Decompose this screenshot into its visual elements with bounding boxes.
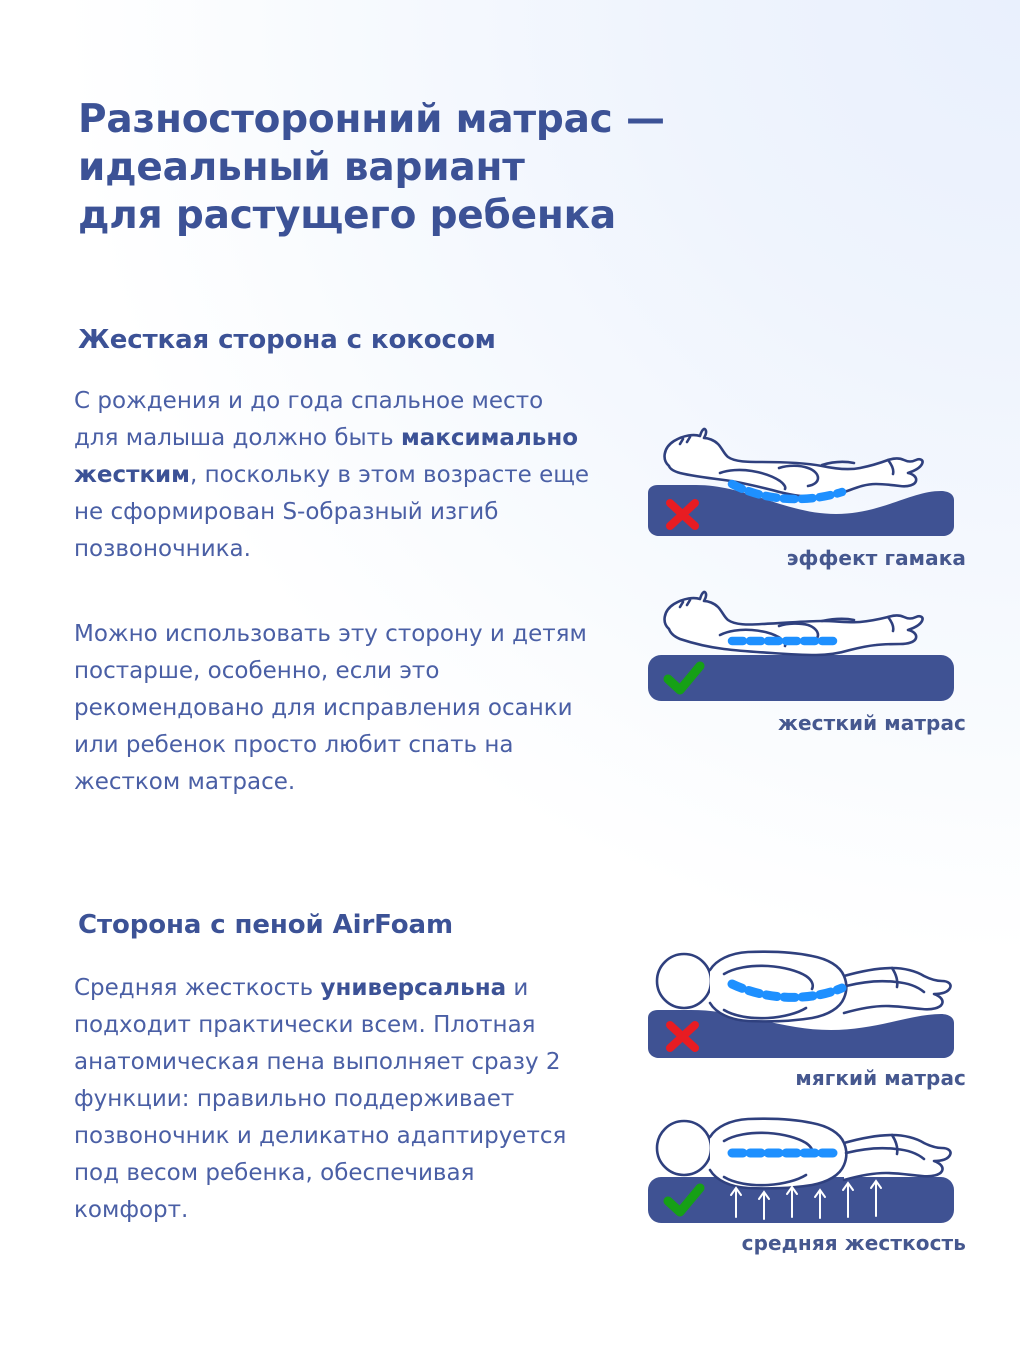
illustration-firm-svg [636,583,966,713]
illustration-hammock-effect [636,418,966,586]
paragraph-text-part-2: и подходит практически всем. Плотная анатомическая пена выполняет сразу 2 функции: правильно поддерживает позвоночник и деликатно адаптируется под весом ребенка, обеспечивая комфорт. [74,975,567,1223]
page-title-line-3: для растущего ребенка [78,193,616,239]
infant-figure-outline [665,592,923,655]
illustration-caption: эффект гамака [786,546,966,570]
illustration-caption: жесткий матрас [778,711,966,735]
paragraph-emphasis: универсальна [320,975,507,1001]
page-title [78,96,778,240]
illustration-hammock-svg [636,418,966,548]
paragraph-coconut-1 [74,383,594,568]
illustration-caption: средняя жесткость [741,1231,966,1255]
paragraph-airfoam-1 [74,970,594,1229]
paragraph-text-part-1: С рождения и до года спальное место для малыша должно быть [74,388,544,451]
section-heading-coconut: Жесткая сторона с кокосом [78,324,496,355]
illustration-soft-mattress [636,938,966,1106]
illustration-caption: мягкий матрас [795,1066,966,1090]
illustration-medium-svg [636,1103,966,1233]
illustration-soft-svg [636,938,966,1068]
page-title-line-1: Разносторонний матрас — [78,97,665,143]
illustration-firm-mattress [636,583,966,751]
paragraph-text-part-1: Средняя жесткость [74,975,321,1001]
paragraph-text-part-2: , поскольку в этом возрасте еще не сформирован S-образный изгиб позвоночника. [74,462,590,562]
section-heading-airfoam: Сторона с пеной AirFoam [78,909,453,940]
paragraph-text-part-1: Можно использовать эту сторону и детям постарше, особенно, если это рекомендовано для исправления осанки или ребенок просто любит спать на жестком матрасе. [74,621,587,795]
illustration-medium-firmness [636,1103,966,1271]
page-title-line-2: идеальный вариант [78,145,525,191]
paragraph-coconut-2 [74,616,594,801]
paragraph-emphasis: максимально жестким [74,425,579,488]
